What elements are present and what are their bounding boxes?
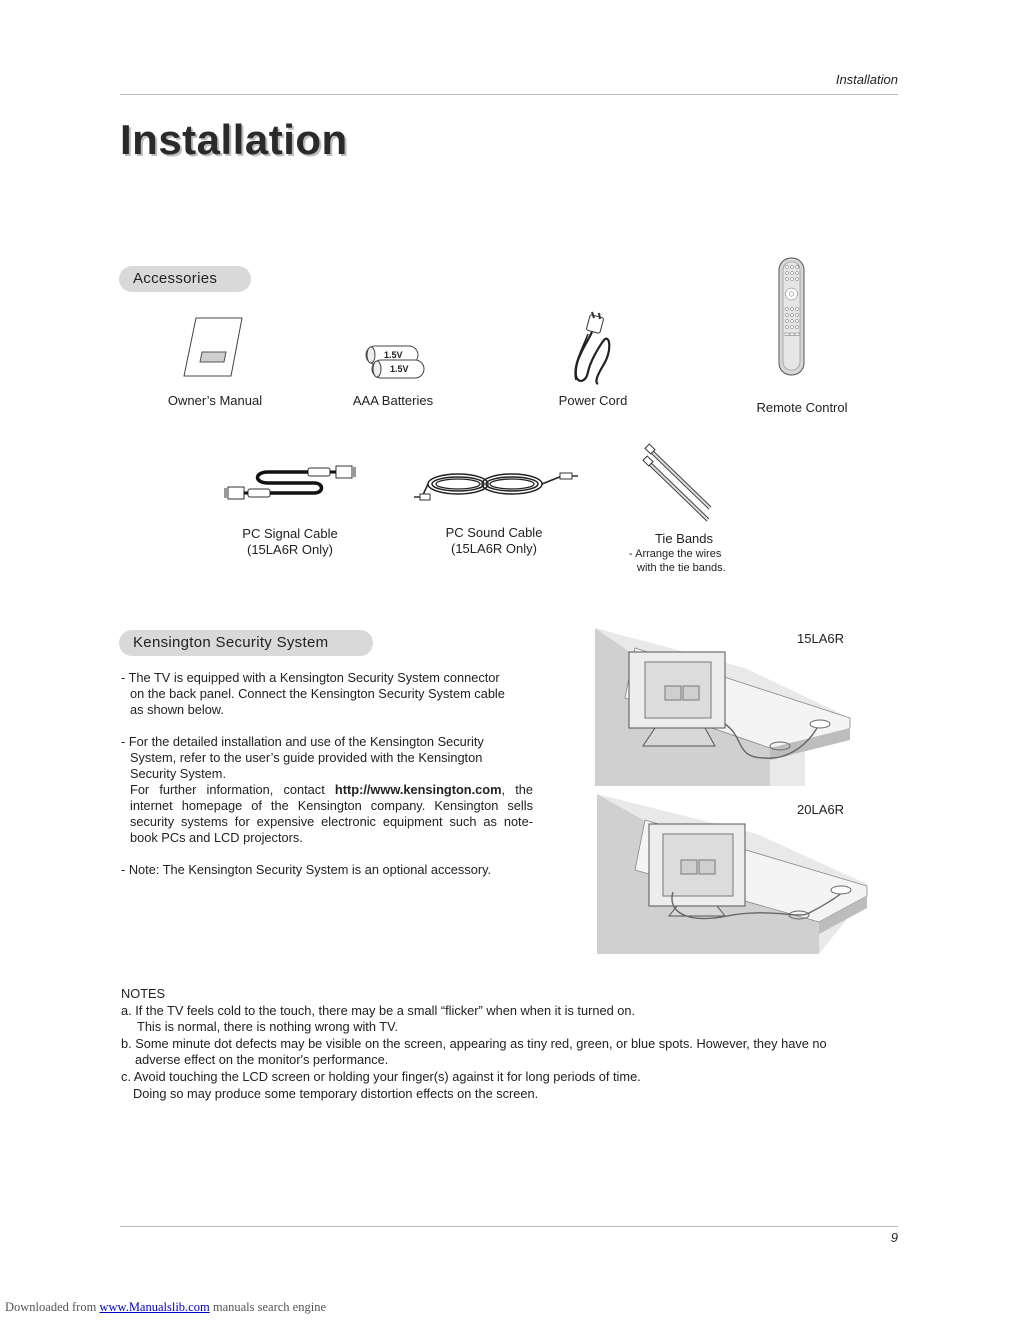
page-number: 9 <box>890 1230 898 1245</box>
kensington-more-b: , the internet homepage of the Kensington company. Kensington sells security systems for expensive electronic equipment such as note-book PCs and LCD projectors. <box>130 782 533 845</box>
pc-signal-cable-name: PC Signal Cable <box>242 526 338 541</box>
pc-sound-cable-icon <box>414 464 580 504</box>
tv-15la6r-illustration <box>595 628 855 788</box>
notes-title: NOTES <box>121 986 166 1001</box>
tie-bands-icon <box>646 446 716 522</box>
kensington-more-a: For further information, contact <box>130 782 335 797</box>
tie-bands-note-line2: with the tie bands. <box>637 562 726 574</box>
model-15la6r-label: 15LA6R <box>797 631 844 646</box>
note-c-line1: c. Avoid touching the LCD screen or holding your finger(s) against it for long periods of time. <box>121 1068 641 1084</box>
kensington-p2-line3: Security System. <box>130 766 227 781</box>
running-header: Installation <box>835 72 898 87</box>
kensington-p2-more <box>121 782 533 846</box>
notes-block <box>121 986 881 1102</box>
footer-rule <box>120 1226 898 1227</box>
note-b-line2: adverse effect on the monitor's performance. <box>135 1052 389 1068</box>
owners-manual-label: Owner’s Manual <box>167 393 263 408</box>
header-rule <box>120 94 898 95</box>
power-cord-icon <box>568 310 618 386</box>
tie-bands-note <box>629 547 769 575</box>
tie-bands-name: Tie Bands <box>654 531 714 546</box>
remote-control-icon <box>778 257 806 377</box>
kensington-p1-line3: as shown below. <box>130 702 224 717</box>
pc-sound-cable-label <box>424 525 564 557</box>
kensington-body <box>121 670 533 878</box>
kensington-p2-line1: - For the detailed installation and use of the Kensington Security <box>121 734 484 749</box>
batteries-icon <box>362 344 428 382</box>
manualslib-link[interactable]: www.Manualslib.com <box>99 1300 210 1314</box>
aaa-batteries-label: AAA Batteries <box>352 393 434 408</box>
pc-signal-cable-icon <box>224 462 358 504</box>
note-b-line1: b. Some minute dot defects may be visible on the screen, appearing as tiny red, green, or blue spots. However, they have no <box>121 1035 827 1051</box>
remote-control-label: Remote Control <box>756 400 848 415</box>
kensington-heading: Kensington Security System <box>119 630 373 656</box>
power-cord-label: Power Cord <box>558 393 628 408</box>
note-c-line2: Doing so may produce some temporary distortion effects on the screen. <box>133 1085 539 1101</box>
note-a-line1: a. If the TV feels cold to the touch, there may be a small “flicker” when when it is turned on. <box>121 1002 636 1018</box>
page-title: Installation <box>120 116 348 163</box>
kensington-p1-line1: - The TV is equipped with a Kensington Security System connector <box>121 670 500 685</box>
battery-label-2: 1.5V <box>390 364 409 374</box>
kensington-note: - Note: The Kensington Security System is an optional accessory. <box>121 862 492 877</box>
model-20la6r-label: 20LA6R <box>797 802 844 817</box>
pc-signal-cable-label <box>220 526 360 558</box>
kensington-p2-line2: System, refer to the user’s guide provided with the Kensington <box>130 750 483 765</box>
pc-sound-cable-note: (15LA6R Only) <box>451 541 537 556</box>
tie-bands-note-line1: - Arrange the wires <box>629 548 722 560</box>
tv-20la6r-illustration <box>597 794 872 956</box>
manual-icon <box>182 316 244 378</box>
accessories-heading: Accessories <box>119 266 251 292</box>
kensington-link[interactable]: http://www.kensington.com <box>334 782 502 797</box>
footer-prefix: Downloaded from <box>5 1300 100 1314</box>
pc-signal-cable-note: (15LA6R Only) <box>247 542 333 557</box>
download-footer <box>5 1300 326 1315</box>
footer-suffix: manuals search engine <box>209 1300 326 1314</box>
pc-sound-cable-name: PC Sound Cable <box>445 525 543 540</box>
note-a-line2: This is normal, there is nothing wrong with TV. <box>137 1019 399 1035</box>
kensington-p1-line2: on the back panel. Connect the Kensington Security System cable <box>130 686 505 701</box>
battery-label-1: 1.5V <box>384 350 403 360</box>
